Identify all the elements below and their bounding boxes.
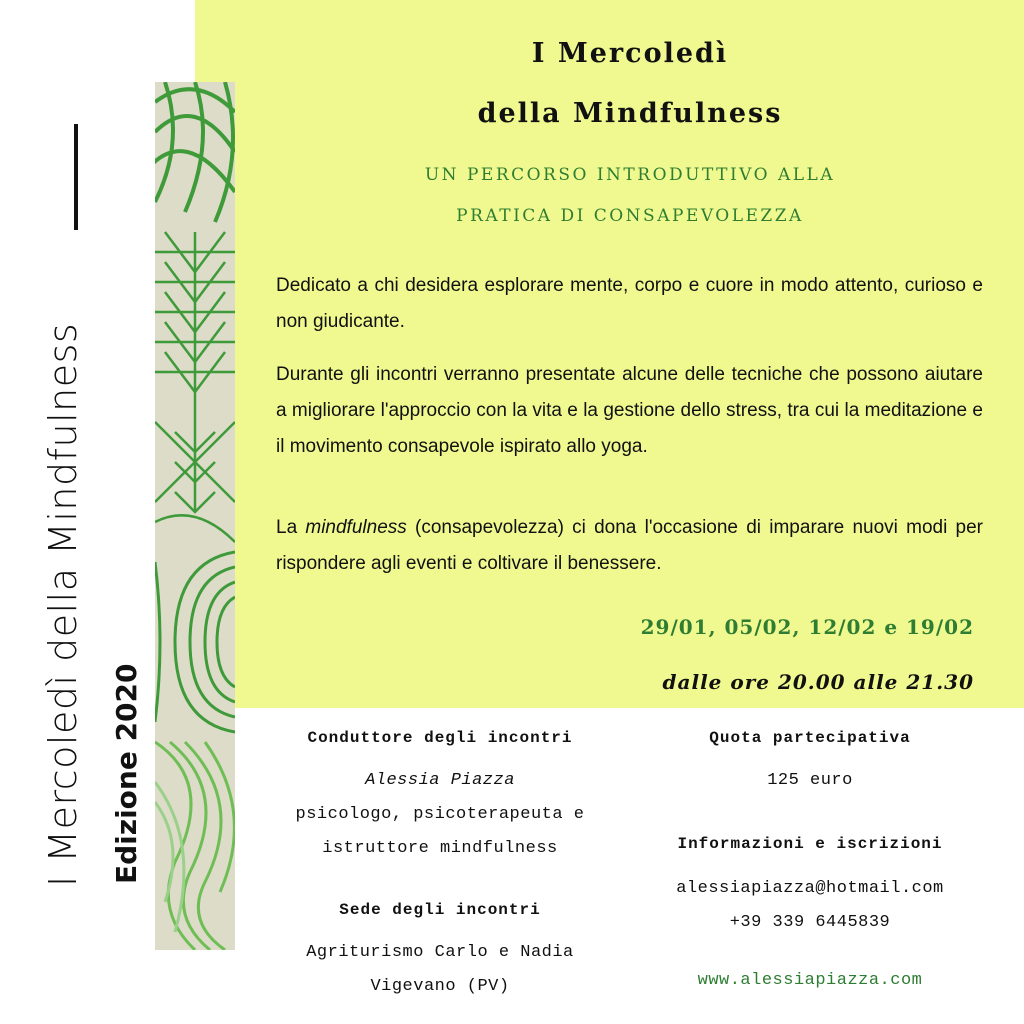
vertical-title: I Mercoledì della Mindfulness [41, 322, 85, 887]
title-line-2: della Mindfulness [477, 98, 783, 129]
venue-line-2: Vigevano (PV) [370, 977, 510, 996]
conductor-role-2: istruttore mindfulness [322, 839, 558, 858]
event-hours: dalle ore 20.00 alle 21.30 [662, 670, 974, 694]
leaf-pattern-image [155, 82, 235, 950]
website-link[interactable]: www.alessiapiazza.com [697, 971, 923, 990]
subtitle-line-1: UN PERCORSO INTRODUTTIVO ALLA [424, 165, 836, 185]
contact-email[interactable]: alessiapiazza@hotmail.com [676, 879, 944, 898]
p3-italic: mindfulness [305, 517, 407, 538]
conductor-heading: Conduttore degli incontri [307, 729, 573, 747]
intro-paragraph: Dedicato a chi desidera esplorare mente, corpo e cuore in modo attento, curioso e non giudicante. [276, 275, 983, 332]
p3-suffix: (consapevolezza) ci dona l'occasione di imparare nuovi modi per rispondere agli eventi e coltivare il benessere. [276, 517, 983, 574]
edition-label: Edizione 2020 [110, 663, 143, 884]
fee-heading: Quota partecipativa [709, 729, 911, 747]
conductor-role-1: psicologo, psicoterapeuta e [295, 805, 585, 824]
conductor-name: Alessia Piazza [365, 771, 515, 790]
title-line-1: I Mercoledì [531, 38, 729, 69]
mindfulness-paragraph [276, 510, 983, 582]
description-paragraph: Durante gli incontri verranno presentate alcune delle tecniche che possono aiutare a migliorare l'approccio con la vita e la gestione dello stress, tra cui la meditazione e il movimento consapevole ispirato allo yoga. [276, 364, 983, 457]
fee-value: 125 euro [767, 771, 853, 790]
contact-phone[interactable]: +39 339 6445839 [729, 913, 891, 932]
venue-heading: Sede degli incontri [339, 901, 541, 919]
venue-line-1: Agriturismo Carlo e Nadia [306, 943, 574, 962]
contact-heading: Informazioni e iscrizioni [677, 835, 943, 853]
p3-prefix: La [276, 517, 306, 538]
subtitle-line-2: PRATICA DI CONSAPEVOLEZZA [456, 206, 804, 226]
leaf-pattern-strip [155, 82, 235, 950]
vertical-divider [74, 124, 78, 230]
event-dates: 29/01, 05/02, 12/02 e 19/02 [640, 615, 974, 639]
